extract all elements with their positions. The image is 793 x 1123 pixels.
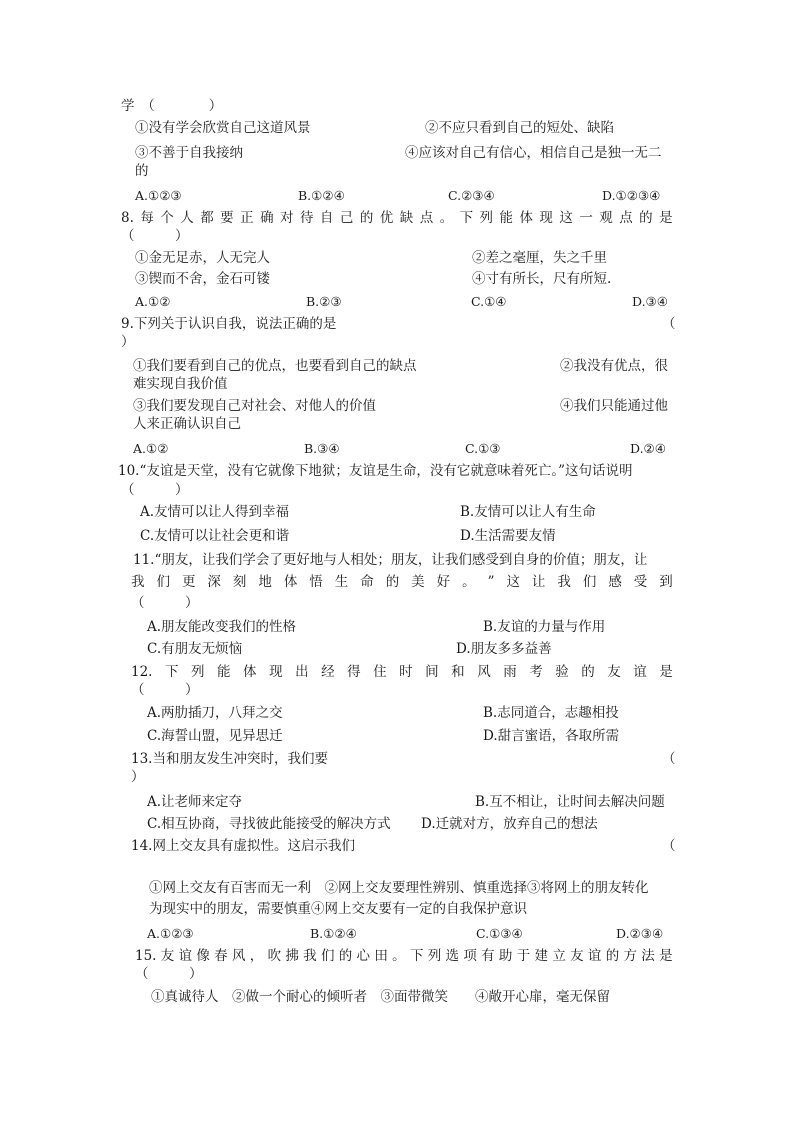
option-b: B.②③ — [306, 294, 342, 309]
question-11-stem: 11.“朋友，让我们学会了更好地与人相处；朋友，让我们感受到自身的价值；朋友，让 — [133, 552, 648, 568]
item-2-cont: 难实现自我价值 — [133, 376, 228, 392]
option-c: C.①④ — [471, 294, 507, 309]
answer-parenthesis: （ — [662, 751, 676, 767]
option-d: D.①②③④ — [602, 188, 661, 203]
question-14-stem: 14.网上交友具有虚拟性。这启示我们 — [131, 838, 355, 854]
answer-parenthesis: （ — [662, 316, 676, 332]
question-8-stem: 8. 每 个 人 都 要 正 确 对 待 自 己 的 优 缺 点 。 下 列 能 体 现 这 一 观 点 的 是 — [121, 210, 673, 226]
answer-parenthesis-close: ） — [121, 334, 135, 350]
option-c: C.①③④ — [476, 926, 523, 941]
option-d: D.甜言蜜语，各取所需 — [483, 728, 620, 744]
items-line-2: 为现实中的朋友，需要慎重④网上交友要有一定的自我保护意识 — [149, 901, 527, 917]
option-a: A.让老师来定夺 — [147, 794, 243, 810]
question-15-stem: 15. 友 谊 像 春 风 ， 吹 拂 我 们 的 心 田 。 下 列 选 项 有 助 于 建 立 友 谊 的 方 法 是 — [135, 948, 673, 964]
option-d: D.生活需要友情 — [460, 528, 556, 544]
option-a: A.①②③ — [147, 926, 194, 941]
option-d: D.迁就对方，放弃自己的想法 — [421, 816, 598, 832]
option-d: D.朋友多多益善 — [456, 641, 552, 657]
answer-parenthesis: （ ） — [121, 482, 189, 498]
item-3: ③我们要发现自己对社会、对他人的价值 — [133, 398, 376, 414]
option-c: C.有朋友无烦恼 — [147, 641, 243, 657]
question-10-stem: 10.“友谊是天堂，没有它就像下地狱；友谊是生命，没有它就意味着死亡。”这句话说明 — [118, 463, 633, 479]
option-d: D.③④ — [632, 294, 668, 309]
answer-parenthesis: （ ） — [131, 595, 199, 611]
option-c: C.友情可以让社会更和谐 — [140, 528, 290, 544]
answer-parenthesis: （ ） — [121, 228, 189, 244]
item-3: ③不善于自我接纳 — [135, 145, 243, 161]
answer-parenthesis: （ ） — [131, 682, 199, 698]
items-line-1: ①网上交友有百害而无一利 ②网上交友要理性辨别、慎重选择③将网上的朋友转化 — [149, 880, 649, 896]
option-b: B.友情可以让人有生命 — [460, 504, 596, 520]
option-b: B.①②④ — [310, 926, 357, 941]
option-c: C.相互协商，寻找彼此能接受的解决方式 — [147, 816, 391, 832]
answer-parenthesis: （ ） — [135, 966, 203, 982]
option-c: C.②③④ — [448, 188, 495, 203]
item-1: ①金无足赤，人无完人 — [135, 250, 270, 266]
item-1: ①我们要看到自己的优点，也要看到自己的缺点 — [133, 358, 417, 374]
answer-parenthesis: （ — [662, 838, 676, 854]
option-a: A.两肋插刀，八拜之交 — [147, 705, 283, 721]
item-4: ④我们只能通过他 — [560, 398, 668, 414]
option-a: A.友情可以让人得到幸福 — [140, 504, 290, 520]
option-d: D.②④ — [630, 441, 666, 456]
item-4: ④应该对自己有信心，相信自己是独一无二 — [405, 145, 662, 161]
item-2: ②不应只看到自己的短处、缺陷 — [425, 120, 614, 136]
option-a: A.①② — [133, 441, 169, 456]
option-a: A.①②③ — [135, 188, 182, 203]
question-12-stem: 12. 下 列 能 体 现 出 经 得 住 时 间 和 风 雨 考 验 的 友 谊 是 — [131, 664, 673, 680]
item-1: ①没有学会欣赏自己这道风景 — [135, 120, 311, 136]
question-13-stem: 13.当和朋友发生冲突时，我们要 — [131, 751, 328, 767]
item-2: ②我没有优点，很 — [560, 358, 668, 374]
items-line-1: ①真诚待人 ②做一个耐心的倾听者 ③面带微笑 ④敞开心扉，毫无保留 — [151, 989, 610, 1005]
option-d: D.②③④ — [616, 926, 664, 941]
option-a: A.朋友能改变我们的性格 — [147, 619, 297, 635]
option-b: B.友谊的力量与作用 — [483, 619, 606, 635]
item-4-cont: 人来正确认识自己 — [133, 416, 241, 432]
item-4: ④寸有所长，尺有所短. — [472, 271, 612, 287]
option-b: B.③④ — [304, 441, 340, 456]
item-2: ②差之毫厘，失之千里 — [472, 250, 607, 266]
option-b: B.互不相让，让时间去解决问题 — [475, 794, 665, 810]
prev-question-tail: 学 （ ） — [121, 98, 223, 114]
option-c: C.海誓山盟，见异思迁 — [147, 728, 283, 744]
answer-parenthesis-close: ） — [131, 769, 145, 785]
question-9-stem: 9.下列关于认识自我，说法正确的是 — [121, 316, 337, 332]
item-4-cont: 的 — [135, 163, 149, 179]
option-c: C.①③ — [465, 441, 501, 456]
question-11-stem-cont: 我 们 更 深 刻 地 体 悟 生 命 的 美 好 。 ” 这 让 我 们 感 受 到 — [131, 574, 673, 590]
option-a: A.①② — [135, 294, 171, 309]
option-b: B.①②④ — [298, 188, 345, 203]
option-b: B.志同道合，志趣相投 — [483, 705, 619, 721]
item-3: ③锲而不舍，金石可镂 — [135, 271, 270, 287]
